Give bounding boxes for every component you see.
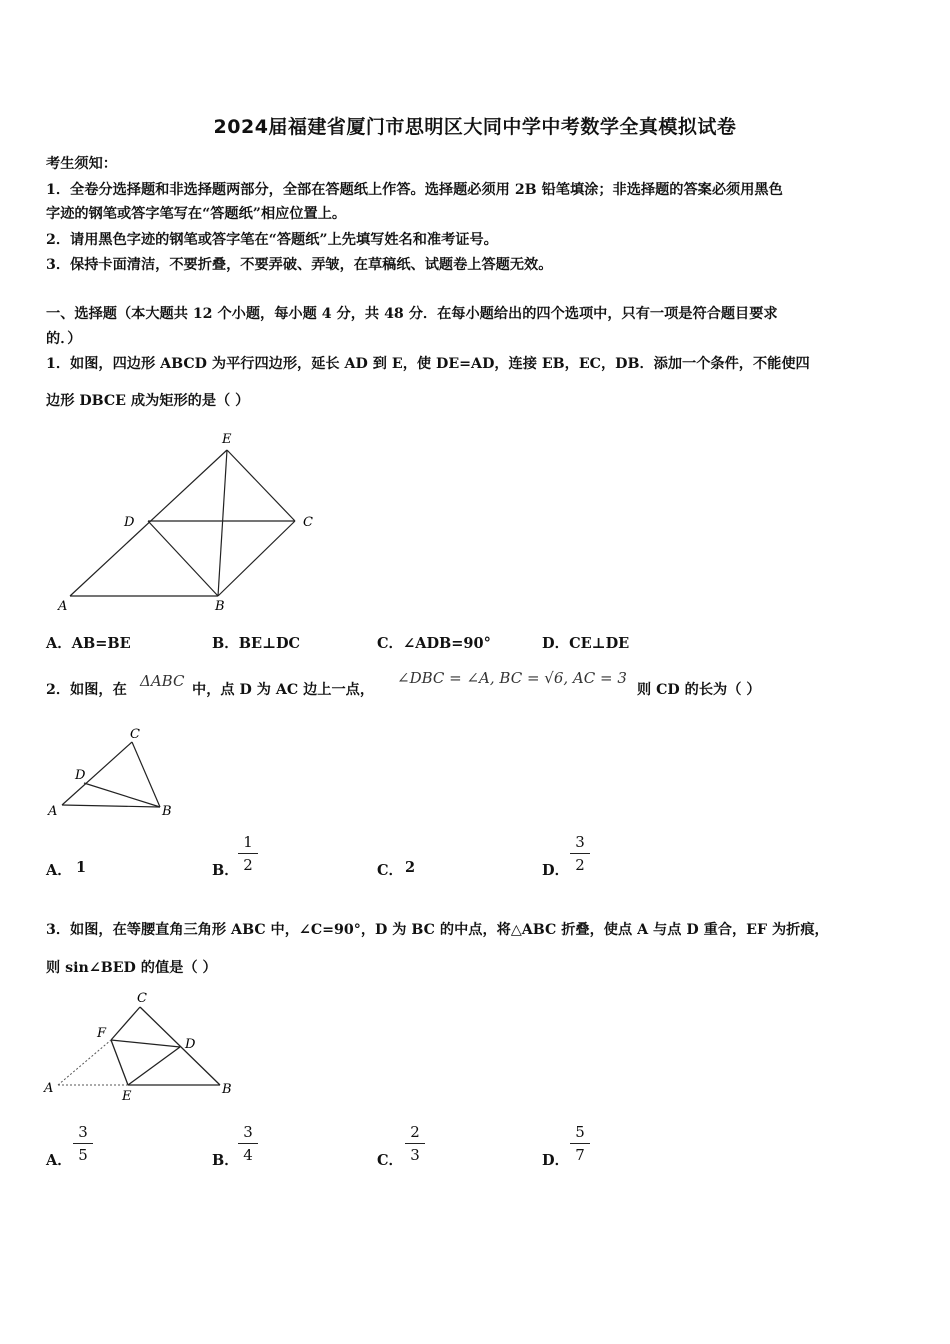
- fraction-numerator: 3: [575, 833, 585, 851]
- q2-segment-db: [84, 783, 160, 807]
- q3-option-c-label[interactable]: C．: [377, 1152, 404, 1169]
- q2-segment-ac: [62, 742, 132, 805]
- q2-label-b: B: [162, 804, 172, 819]
- q1-option-a[interactable]: A．AB=BE: [46, 635, 131, 652]
- q1-text-line-2: 边形 DBCE 成为矩形的是（ ）: [46, 393, 250, 409]
- q3-segment-ed: [128, 1047, 180, 1085]
- page-title: 2024届福建省厦门市思明区大同中学中考数学全真模拟试卷: [213, 116, 737, 138]
- q3-label-c: C: [137, 991, 147, 1006]
- q3-label-f: F: [97, 1026, 107, 1041]
- section-heading-line-2: 的．）: [46, 331, 82, 347]
- q3-figure: [40, 990, 250, 1108]
- q2-prefix: 2．如图，在: [46, 682, 127, 698]
- fraction-denominator: 5: [78, 1146, 88, 1164]
- fraction-denominator: 2: [243, 856, 253, 874]
- fraction-numerator: 5: [575, 1123, 585, 1141]
- q1-label-c: C: [303, 515, 313, 530]
- notice-item-3: 3．保持卡面清洁，不要折叠，不要弄破、弄皱，在草稿纸、试题卷上答题无效。: [46, 257, 553, 273]
- q1-option-b[interactable]: B．BE⊥DC: [212, 635, 301, 652]
- fraction-bar: [570, 853, 590, 854]
- q2-option-d-label[interactable]: D．: [542, 862, 570, 879]
- q3-label-b: B: [222, 1082, 232, 1097]
- fraction-denominator: 7: [575, 1146, 585, 1164]
- fraction-numerator: 3: [78, 1123, 88, 1141]
- q2-middle: 中，点 D 为 AC 边上一点，: [192, 682, 375, 698]
- q2-option-b-fraction: [238, 833, 258, 874]
- fraction-bar: [405, 1143, 425, 1144]
- q1-option-d[interactable]: D．CE⊥DE: [542, 635, 630, 652]
- notice-heading: 考生须知：: [46, 156, 117, 172]
- q1-label-d: D: [124, 515, 135, 530]
- q1-figure: [50, 428, 340, 618]
- q3-segment-fd: [111, 1040, 180, 1047]
- fraction-bar: [238, 853, 258, 854]
- q3-segment-fe: [111, 1040, 128, 1085]
- q1-segment-ec: [227, 450, 295, 521]
- q3-option-b-fraction: [238, 1123, 258, 1164]
- q1-segment-eb: [218, 450, 227, 596]
- q2-segment-cb: [132, 742, 160, 807]
- q1-segment-cb: [218, 521, 295, 596]
- q3-option-a-fraction: [73, 1123, 93, 1164]
- q2-label-a: A: [48, 804, 58, 819]
- q2-condition: ∠DBC = ∠A, BC = √6, AC = 3: [397, 669, 627, 687]
- q3-option-a-label[interactable]: A．: [46, 1152, 72, 1169]
- q2-triangle-symbol: ΔABC: [140, 672, 185, 690]
- q2-segment-ab: [62, 805, 160, 807]
- q1-label-e: E: [222, 432, 232, 447]
- q3-segment-fc: [111, 1007, 140, 1040]
- q2-option-c-label[interactable]: C．: [377, 862, 404, 879]
- q3-text-line-1: 3．如图，在等腰直角三角形 ABC 中，∠C=90°，D 为 BC 的中点，将△ABC 折叠，使点 A 与点 D 重合，EF 为折痕，: [46, 922, 829, 938]
- q2-figure: [44, 722, 194, 827]
- fraction-bar: [238, 1143, 258, 1144]
- q1-label-b: B: [215, 599, 225, 614]
- fraction-bar: [73, 1143, 93, 1144]
- q2-label-d: D: [75, 768, 86, 783]
- q2-label-c: C: [130, 727, 140, 742]
- q3-text-line-2: 则 sin∠BED 的值是（ ）: [46, 960, 217, 976]
- q3-option-b-label[interactable]: B．: [212, 1152, 239, 1169]
- q2-option-a-value: 1: [76, 859, 87, 876]
- fraction-numerator: 1: [243, 833, 253, 851]
- fraction-numerator: 3: [243, 1123, 253, 1141]
- section-heading-line-1: 一、选择题（本大题共 12 个小题，每小题 4 分，共 48 分．在每小题给出的四个选项中，只有一项是符合题目要求: [46, 306, 778, 322]
- q3-label-d: D: [185, 1037, 196, 1052]
- q3-segment-cb: [140, 1007, 220, 1085]
- q3-option-d-fraction: [570, 1123, 590, 1164]
- fraction-denominator: 2: [575, 856, 585, 874]
- q3-option-c-fraction: [405, 1123, 425, 1164]
- q1-segment-ae: [70, 450, 227, 596]
- notice-item-1-line-2: 字迹的钢笔或答字笔写在“答题纸”相应位置上。: [46, 206, 347, 222]
- fraction-denominator: 3: [410, 1146, 420, 1164]
- q1-option-c[interactable]: C．∠ADB=90°: [377, 635, 491, 652]
- fraction-denominator: 4: [243, 1146, 253, 1164]
- q1-text-line-1: 1．如图，四边形 ABCD 为平行四边形，延长 AD 到 E，使 DE=AD，连接 EB，EC，DB．添加一个条件，不能使四: [46, 356, 810, 372]
- q1-segment-db: [148, 521, 218, 596]
- notice-item-2: 2．请用黑色字迹的钢笔或答字笔在“答题纸”上先填写姓名和准考证号。: [46, 232, 498, 248]
- notice-item-1-line-1: 1．全卷分选择题和非选择题两部分，全部在答题纸上作答。选择题必须用 2B 铅笔填涂；非选择题的答案必须用黑色: [46, 182, 783, 198]
- fraction-bar: [570, 1143, 590, 1144]
- q2-option-d-fraction: [570, 833, 590, 874]
- q2-suffix: 则 CD 的长为（ ）: [637, 682, 761, 698]
- fraction-numerator: 2: [410, 1123, 420, 1141]
- q2-option-c-value: 2: [405, 859, 416, 876]
- q3-option-d-label[interactable]: D．: [542, 1152, 570, 1169]
- q3-label-a: A: [44, 1081, 54, 1096]
- q2-option-a-label[interactable]: A．: [46, 862, 72, 879]
- q2-option-b-label[interactable]: B．: [212, 862, 239, 879]
- q3-segment-af-dotted: [58, 1040, 111, 1085]
- q3-label-e: E: [122, 1089, 132, 1104]
- q1-label-a: A: [58, 599, 68, 614]
